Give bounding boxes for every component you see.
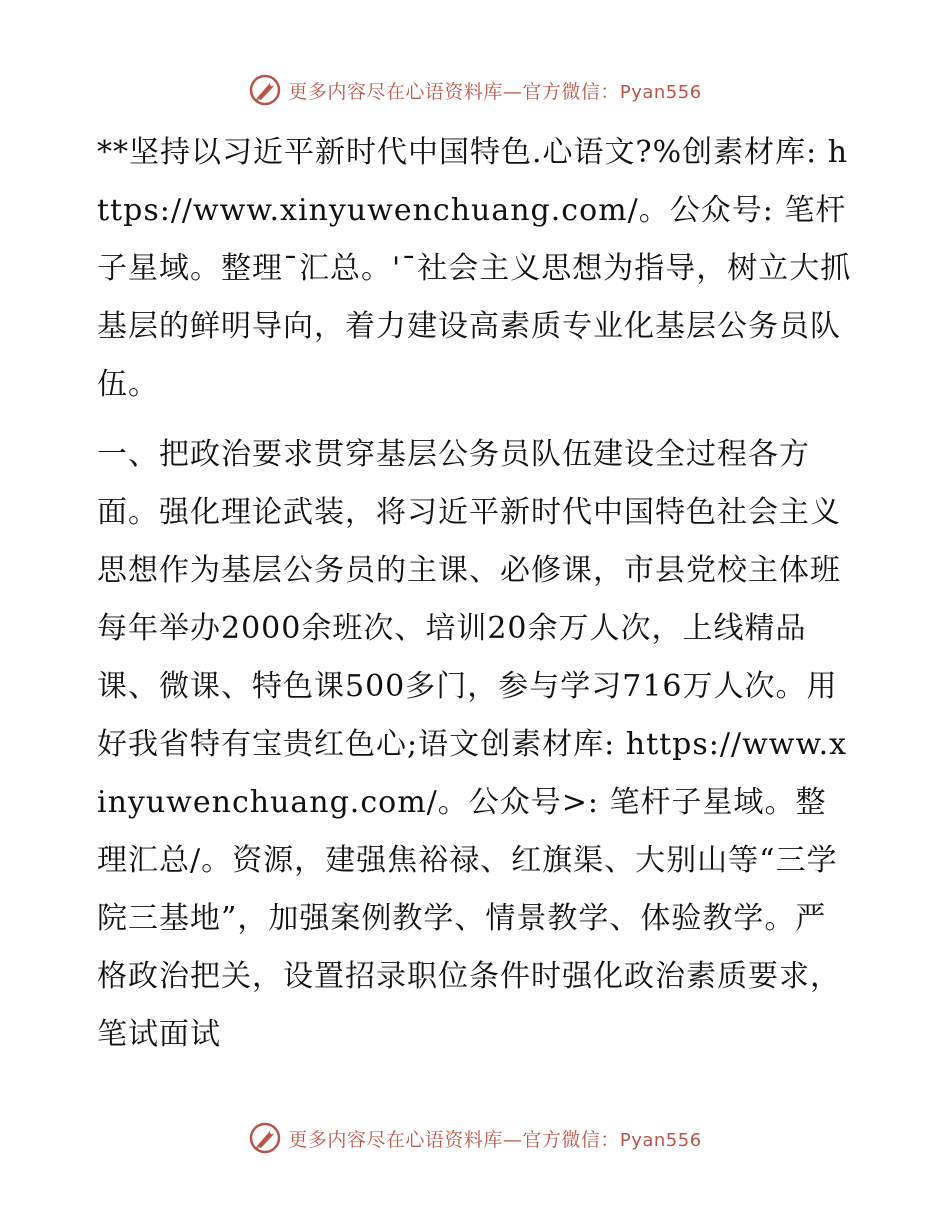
pen-logo-icon	[248, 73, 282, 107]
footer-watermark	[0, 1118, 950, 1158]
header-watermark-group	[248, 73, 701, 107]
document-body	[97, 124, 857, 1064]
header-watermark	[0, 70, 950, 110]
header-watermark-wechat-id: Pyan556	[619, 81, 702, 103]
footer-watermark-label: 更多内容尽在心语资料库—官方微信：	[288, 1128, 620, 1151]
paragraph-intro: **坚持以习近平新时代中国特色.心语文?%创素材库: https://www.xinyuwenchuang.com/。公众号: 笔杆子星域。整理¯汇总。'¯社会主义思想为指导，树立大抓基层的鲜明导向，着力建设高素质专业化基层公务员队伍。	[97, 135, 852, 402]
footer-watermark-group	[248, 1121, 701, 1155]
paragraph-section-one: 一、把政治要求贯穿基层公务员队伍建设全过程各方面。强化理论武装，将习近平新时代中国特色社会主义思想作为基层公务员的主课、必修课，市县党校主体班每年举办2000余班次、培训20余万人次，上线精品课、微课、特色课500多门，参与学习716万人次。用好我省特有宝贵红色心;语文创素材库: https://www.xinyuwenchuang.com/。公众号>: 笔杆子星域。整理汇总/。资源，建强焦裕禄、红旗渠、大别山等“三学院三基地”，加强案例教学、情景教学、体验教学。严格政治把关，设置招录职位条件时强化政治素质要求，笔试面试	[97, 437, 848, 1052]
header-watermark-label: 更多内容尽在心语资料库—官方微信：	[288, 80, 620, 103]
pen-logo-icon	[248, 1121, 282, 1155]
header-watermark-text	[288, 77, 701, 104]
footer-watermark-wechat-id: Pyan556	[619, 1129, 702, 1151]
footer-watermark-text	[288, 1125, 701, 1152]
